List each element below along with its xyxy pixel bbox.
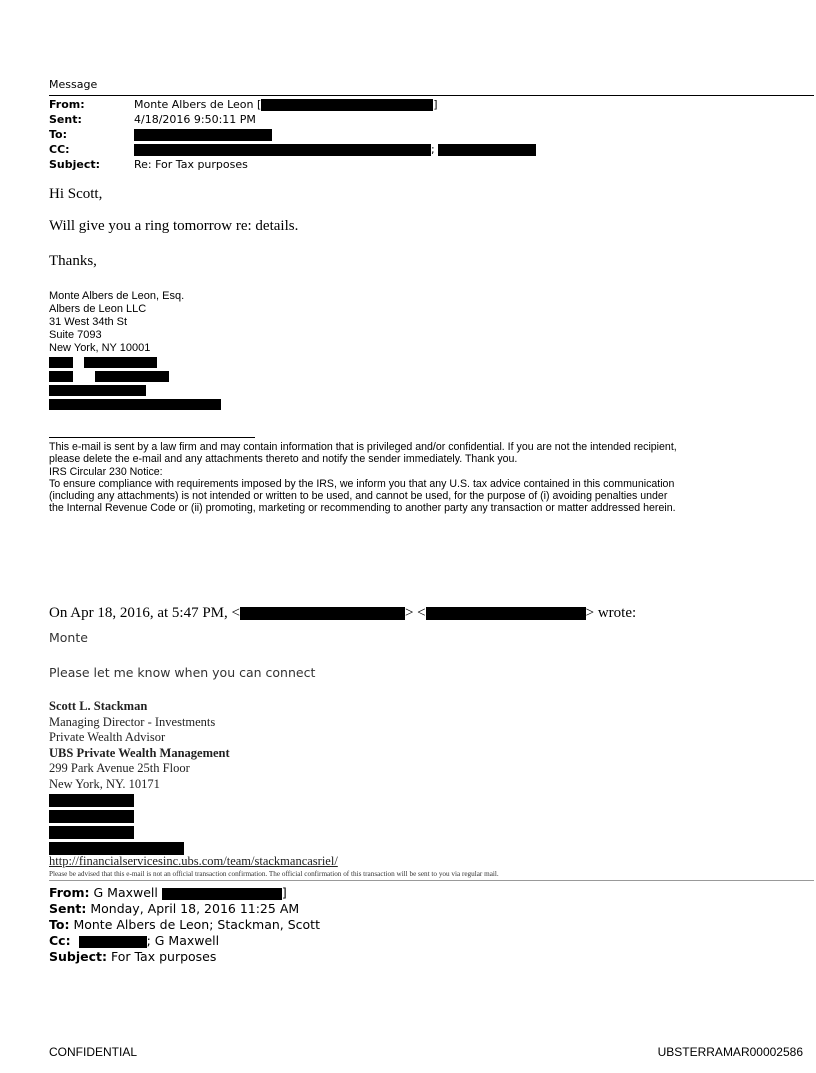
quote-intro-suffix: > wrote: bbox=[585, 605, 637, 621]
redaction bbox=[49, 385, 146, 396]
fwd-from-label: From: bbox=[49, 885, 90, 900]
cc-label: CC: bbox=[49, 143, 70, 156]
sig-company: UBS Private Wealth Management bbox=[49, 745, 230, 760]
quote-intro-prefix: On Apr 18, 2016, at 5:47 PM, < bbox=[49, 605, 240, 621]
sent-value: 4/18/2016 9:50:11 PM bbox=[134, 113, 256, 126]
greeting: Hi Scott, bbox=[49, 186, 103, 202]
fwd-to-value: Monte Albers de Leon; Stackman, Scott bbox=[73, 917, 320, 932]
sig-address: New York, NY. 10171 bbox=[49, 776, 160, 791]
signature-line: New York, NY 10001 bbox=[49, 342, 151, 354]
message-title: Message bbox=[49, 78, 98, 91]
signature-line: Monte Albers de Leon, Esq. bbox=[49, 290, 185, 302]
legal-disclaimer bbox=[49, 441, 677, 515]
redaction bbox=[134, 129, 272, 141]
transaction-notice: Please be advised that this e-mail is not an official transaction confirmation. The official confirmation of this transaction will be sent to you via regular mail. bbox=[49, 870, 499, 878]
disclaimer-line: IRS Circular 230 Notice: bbox=[49, 465, 163, 478]
subject-label: Subject: bbox=[49, 158, 101, 171]
from-label: From: bbox=[49, 98, 85, 111]
scott-signature bbox=[49, 699, 230, 792]
redaction bbox=[162, 888, 282, 900]
from-value: Monte Albers de Leon [ bbox=[134, 98, 262, 111]
redaction bbox=[95, 371, 169, 382]
fwd-to bbox=[49, 917, 320, 933]
redaction bbox=[438, 144, 536, 156]
disclaimer-line: This e-mail is sent by a law firm and may contain information that is privileged and/or confidential. If you are not the intended recipient, bbox=[49, 441, 677, 453]
fwd-sent-label: Sent: bbox=[49, 901, 87, 916]
quote-intro bbox=[49, 605, 636, 622]
disclaimer-line: To ensure compliance with requirements imposed by the IRS, we inform you that any U.S. tax advice contained in this communication bbox=[49, 477, 675, 490]
quote-salutation: Monte bbox=[49, 630, 88, 645]
disclaimer-line: please delete the e-mail and any attachments thereto and notify the sender immediately. Thank you. bbox=[49, 453, 518, 466]
redaction bbox=[49, 357, 73, 368]
redaction bbox=[261, 99, 433, 111]
sig-title: Managing Director - Investments bbox=[49, 714, 216, 729]
redaction bbox=[49, 399, 221, 410]
redaction bbox=[49, 826, 134, 839]
header-cc: CC: ; bbox=[49, 142, 536, 157]
sig-name: Scott L. Stackman bbox=[49, 699, 148, 713]
fwd-from-value: G Maxwell bbox=[93, 885, 158, 900]
confidential-label: CONFIDENTIAL bbox=[49, 1045, 138, 1059]
disclaimer-divider bbox=[49, 437, 255, 438]
redaction bbox=[426, 607, 586, 620]
redaction bbox=[240, 607, 405, 620]
redaction bbox=[84, 357, 157, 368]
fwd-from: From: G Maxwell ] bbox=[49, 885, 287, 900]
signature-line: Albers de Leon LLC bbox=[49, 303, 147, 315]
body-line: Will give you a ring tomorrow re: details. bbox=[49, 218, 299, 234]
ubs-team-link[interactable]: http://financialservicesinc.ubs.com/team/stackmancasriel/ bbox=[49, 854, 338, 868]
redaction bbox=[79, 936, 147, 948]
header-subject bbox=[49, 157, 248, 172]
bates-number: UBSTERRAMAR00002586 bbox=[657, 1045, 803, 1059]
sig-address: 299 Park Avenue 25th Floor bbox=[49, 761, 190, 775]
fwd-cc bbox=[49, 933, 320, 949]
signature bbox=[49, 290, 184, 355]
sig-title: Private Wealth Advisor bbox=[49, 730, 166, 744]
to-label: To: bbox=[49, 128, 67, 141]
signature-line: 31 West 34th St bbox=[49, 316, 128, 328]
fwd-sent-value: Monday, April 18, 2016 11:25 AM bbox=[90, 901, 300, 916]
header-divider bbox=[49, 95, 814, 96]
fwd-cc-label: Cc: bbox=[49, 933, 71, 948]
forwarded-header bbox=[49, 885, 320, 965]
fwd-sent bbox=[49, 901, 320, 917]
header-to bbox=[49, 127, 272, 142]
signature-line: Suite 7093 bbox=[49, 329, 102, 341]
redaction bbox=[49, 371, 73, 382]
quote-intro-mid: > < bbox=[404, 605, 426, 621]
fwd-subject bbox=[49, 949, 320, 965]
sent-label: Sent: bbox=[49, 113, 82, 126]
redaction bbox=[134, 144, 431, 156]
fwd-to-label: To: bbox=[49, 917, 70, 932]
closing: Thanks, bbox=[49, 253, 97, 269]
fwd-subject-value: For Tax purposes bbox=[110, 949, 217, 964]
disclaimer-line: the Internal Revenue Code or (ii) promoting, marketing or recommending to another party any transaction or matter addressed herein. bbox=[49, 502, 676, 515]
fwd-cc-value: ; G Maxwell bbox=[146, 933, 220, 948]
disclaimer-line: (including any attachments) is not intended or written to be used, and cannot be used, for the purpose of (i) avoiding penalties under bbox=[49, 490, 668, 503]
redaction bbox=[49, 794, 134, 807]
redaction bbox=[49, 810, 134, 823]
fwd-subject-label: Subject: bbox=[49, 949, 107, 964]
subject-value: Re: For Tax purposes bbox=[134, 158, 248, 171]
header-from: From: Monte Albers de Leon [ ] bbox=[49, 98, 438, 111]
forward-divider bbox=[49, 880, 814, 881]
quote-message: Please let me know when you can connect bbox=[49, 665, 316, 680]
header-sent bbox=[49, 112, 256, 127]
